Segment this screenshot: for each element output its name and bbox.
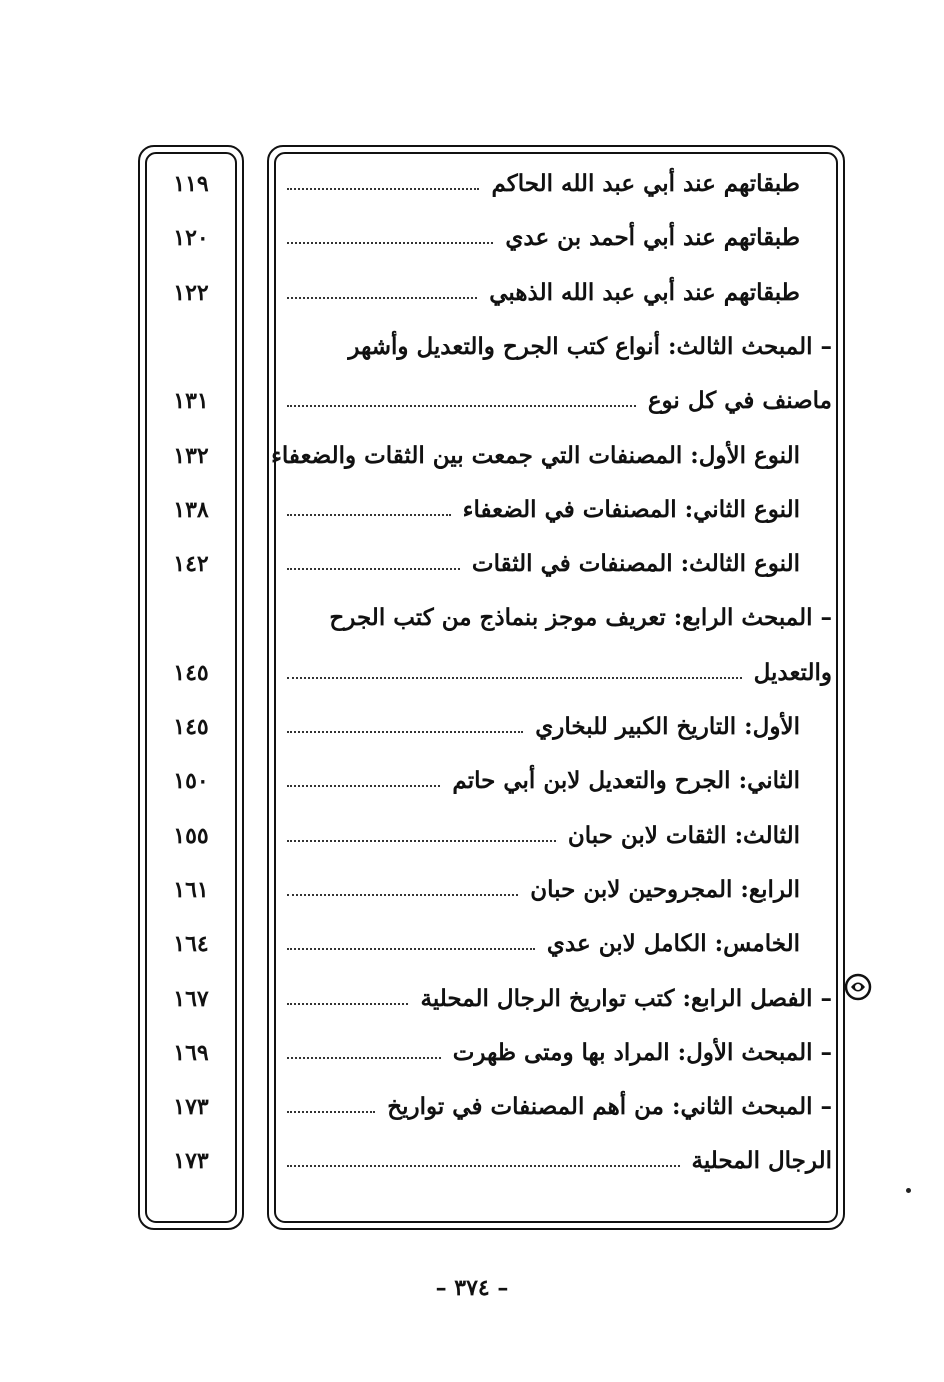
dot-leader	[287, 514, 451, 516]
toc-page-number: ١٣١	[173, 388, 209, 414]
toc-entry-title: طبقاتهم عند أبي عبد الله الحاكم	[491, 170, 800, 197]
toc-entry	[287, 327, 832, 367]
dot-leader	[287, 568, 460, 570]
toc-entry-title: النوع الأول: المصنفات التي جمعت بين الثقات والضعفاء	[271, 442, 800, 469]
toc-entry-title: – المبحث الثالث: أنواع كتب الجرح والتعديل وأشهر	[348, 333, 832, 360]
toc-page-number: ١٧٣	[173, 1148, 209, 1174]
dot-leader	[287, 405, 636, 407]
toc-entry-title: الأول: التاريخ الكبير للبخاري	[535, 713, 800, 740]
toc-entry	[287, 598, 832, 638]
dot-leader	[287, 677, 742, 679]
toc-entry-title: الثاني: الجرح والتعديل لابن أبي حاتم	[452, 767, 800, 794]
toc-entry	[287, 707, 832, 747]
toc-entry	[287, 1141, 832, 1181]
dot-leader	[287, 242, 493, 244]
dot-leader	[287, 1165, 680, 1167]
toc-entry	[271, 436, 832, 476]
toc-page-number: ١٦٤	[173, 931, 209, 957]
toc-page-number: ١٦٧	[173, 986, 209, 1012]
toc-entry-title: – الفصل الرابع: كتب تواريخ الرجال المحلية	[420, 985, 832, 1012]
toc-entry-title: الخامس: الكامل لابن عدي	[546, 930, 800, 957]
toc-entry-title: النوع الثالث: المصنفات في الثقات	[471, 550, 800, 577]
toc-page-number: ١٥٥	[173, 823, 209, 849]
toc-page-number: ١٦١	[173, 877, 209, 903]
toc-entry	[287, 870, 832, 910]
toc-entry	[287, 544, 832, 584]
dot-leader	[287, 1111, 375, 1113]
dot-leader	[287, 948, 535, 950]
dot-leader	[287, 731, 523, 733]
toc-page-number: ١٤٢	[173, 551, 209, 577]
dot-leader	[287, 785, 440, 787]
toc-entry	[287, 1087, 832, 1127]
dot-leader	[287, 894, 518, 896]
toc-entry-title: النوع الثاني: المصنفات في الضعفاء	[462, 496, 800, 523]
toc-entry-title: الثالث: الثقات لابن حبان	[567, 822, 800, 849]
toc-entry-title: – المبحث الرابع: تعريف موجز بنماذج من كتب الجرح	[329, 604, 832, 631]
toc-page-number: ١٦٩	[173, 1040, 209, 1066]
toc-entry	[287, 490, 832, 530]
toc-entry	[287, 924, 832, 964]
toc-entry-title: الرجال المحلية	[691, 1147, 832, 1174]
toc-entry-title: طبقاتهم عند أبي عبد الله الذهبي	[489, 279, 800, 306]
toc-page-number: ١٥٠	[173, 768, 209, 794]
toc-entry-title: – المبحث الثاني: من أهم المصنفات في تواريخ	[387, 1093, 832, 1120]
dot-leader	[287, 840, 556, 842]
page-number: – ٣٧٤ –	[435, 1275, 509, 1301]
toc-entry-title: ماصنف في كل نوع	[647, 387, 832, 414]
dot-leader	[287, 1057, 441, 1059]
toc-entry-title: طبقاتهم عند أبي أحمد بن عدي	[505, 224, 800, 251]
toc-page-number: ١٤٥	[173, 660, 209, 686]
toc-page-number: ١٣٨	[173, 497, 209, 523]
toc-entry	[287, 273, 832, 313]
stray-mark	[906, 1188, 911, 1193]
toc-entry	[287, 381, 832, 421]
toc-entry	[287, 164, 832, 204]
toc-entry	[287, 218, 832, 258]
dot-leader	[287, 297, 477, 299]
toc-entry-title: والتعديل	[753, 659, 832, 686]
dot-leader	[287, 188, 479, 190]
toc-entry	[287, 979, 832, 1019]
toc-page-number: ١٢٠	[173, 225, 209, 251]
toc-entry	[287, 653, 832, 693]
dot-leader	[287, 1003, 408, 1005]
toc-page-number: ١٣٢	[173, 443, 209, 469]
flower-ornament-icon	[843, 972, 873, 1002]
toc-entry	[287, 816, 832, 856]
toc-page-number: ١١٩	[173, 171, 209, 197]
toc-page-number: ١٤٥	[173, 714, 209, 740]
toc-entry-title: – المبحث الأول: المراد بها ومتى ظهرت	[452, 1039, 832, 1066]
toc-page-number: ١٧٣	[173, 1094, 209, 1120]
toc-entry	[287, 761, 832, 801]
toc-entry	[287, 1033, 832, 1073]
toc-entry-title: الرابع: المجروحين لابن حبان	[530, 876, 800, 903]
toc-page-number: ١٢٢	[173, 280, 209, 306]
